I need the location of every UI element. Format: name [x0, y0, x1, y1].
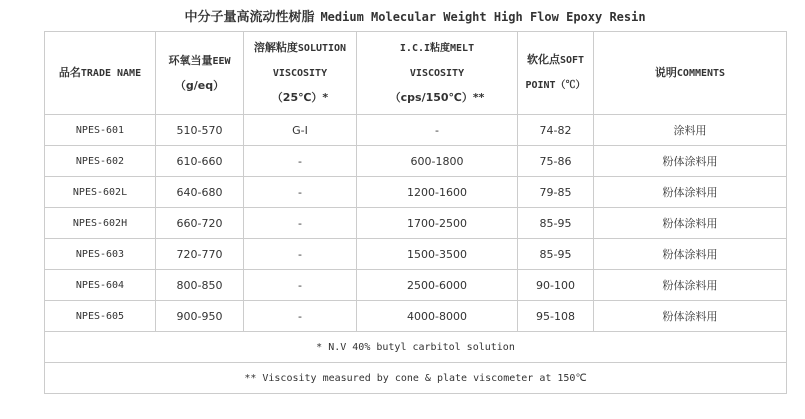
table-row	[45, 239, 787, 270]
cell-trade-name: NPES-605	[45, 301, 156, 332]
cell-melt-viscosity: 1500-3500	[357, 239, 518, 270]
header-comments: 说明COMMENTS	[594, 32, 787, 115]
table-row	[45, 177, 787, 208]
cell-comment: 粉体涂料用	[594, 239, 787, 270]
cell-eew: 660-720	[156, 208, 244, 239]
cell-eew: 640-680	[156, 177, 244, 208]
header-soft-point: 软化点SOFT POINT（℃）	[518, 32, 594, 115]
cell-solution-viscosity: -	[244, 177, 357, 208]
cell-soft-point: 90-100	[518, 270, 594, 301]
cell-trade-name: NPES-601	[45, 115, 156, 146]
cell-comment: 涂料用	[594, 115, 787, 146]
cell-trade-name: NPES-602	[45, 146, 156, 177]
title-zh: 中分子量高流动性树脂	[184, 10, 315, 25]
header-row	[45, 32, 787, 115]
cell-eew: 610-660	[156, 146, 244, 177]
cell-comment: 粉体涂料用	[594, 301, 787, 332]
cell-melt-viscosity: 600-1800	[357, 146, 518, 177]
cell-solution-viscosity: -	[244, 270, 357, 301]
cell-eew: 900-950	[156, 301, 244, 332]
cell-melt-viscosity: 4000-8000	[357, 301, 518, 332]
cell-trade-name: NPES-603	[45, 239, 156, 270]
product-table	[44, 31, 787, 394]
cell-melt-viscosity: 1700-2500	[357, 208, 518, 239]
table-row	[45, 208, 787, 239]
cell-comment: 粉体涂料用	[594, 146, 787, 177]
footnote-solution: * N.V 40% butyl carbitol solution	[45, 332, 787, 363]
header-eew: 环氧当量EEW （g/eq）	[156, 32, 244, 115]
cell-eew: 720-770	[156, 239, 244, 270]
cell-comment: 粉体涂料用	[594, 208, 787, 239]
cell-solution-viscosity: -	[244, 146, 357, 177]
page-title	[44, 5, 786, 30]
table-row	[45, 301, 787, 332]
cell-soft-point: 74-82	[518, 115, 594, 146]
cell-soft-point: 95-108	[518, 301, 594, 332]
cell-soft-point: 85-95	[518, 208, 594, 239]
cell-melt-viscosity: 1200-1600	[357, 177, 518, 208]
cell-solution-viscosity: -	[244, 301, 357, 332]
cell-trade-name: NPES-604	[45, 270, 156, 301]
table-row	[45, 270, 787, 301]
cell-solution-viscosity: -	[244, 208, 357, 239]
title-en: Medium Molecular Weight High Flow Epoxy Resin	[320, 10, 646, 24]
cell-eew: 510-570	[156, 115, 244, 146]
cell-trade-name: NPES-602H	[45, 208, 156, 239]
cell-comment: 粉体涂料用	[594, 270, 787, 301]
cell-soft-point: 75-86	[518, 146, 594, 177]
header-melt-viscosity: I.C.I粘度MELT VISCOSITY （cps/150℃）**	[357, 32, 518, 115]
cell-trade-name: NPES-602L	[45, 177, 156, 208]
footnote-row	[45, 363, 787, 394]
header-solution-viscosity: 溶解粘度SOLUTION VISCOSITY （25℃）*	[244, 32, 357, 115]
cell-soft-point: 85-95	[518, 239, 594, 270]
cell-comment: 粉体涂料用	[594, 177, 787, 208]
table-row	[45, 146, 787, 177]
cell-solution-viscosity: G-I	[244, 115, 357, 146]
cell-melt-viscosity: 2500-6000	[357, 270, 518, 301]
table-row	[45, 115, 787, 146]
footnote-row	[45, 332, 787, 363]
cell-soft-point: 79-85	[518, 177, 594, 208]
cell-melt-viscosity: -	[357, 115, 518, 146]
cell-solution-viscosity: -	[244, 239, 357, 270]
header-trade-name: 品名TRADE NAME	[45, 32, 156, 115]
footnote-viscosity: ** Viscosity measured by cone & plate viscometer at 150℃	[45, 363, 787, 394]
cell-eew: 800-850	[156, 270, 244, 301]
